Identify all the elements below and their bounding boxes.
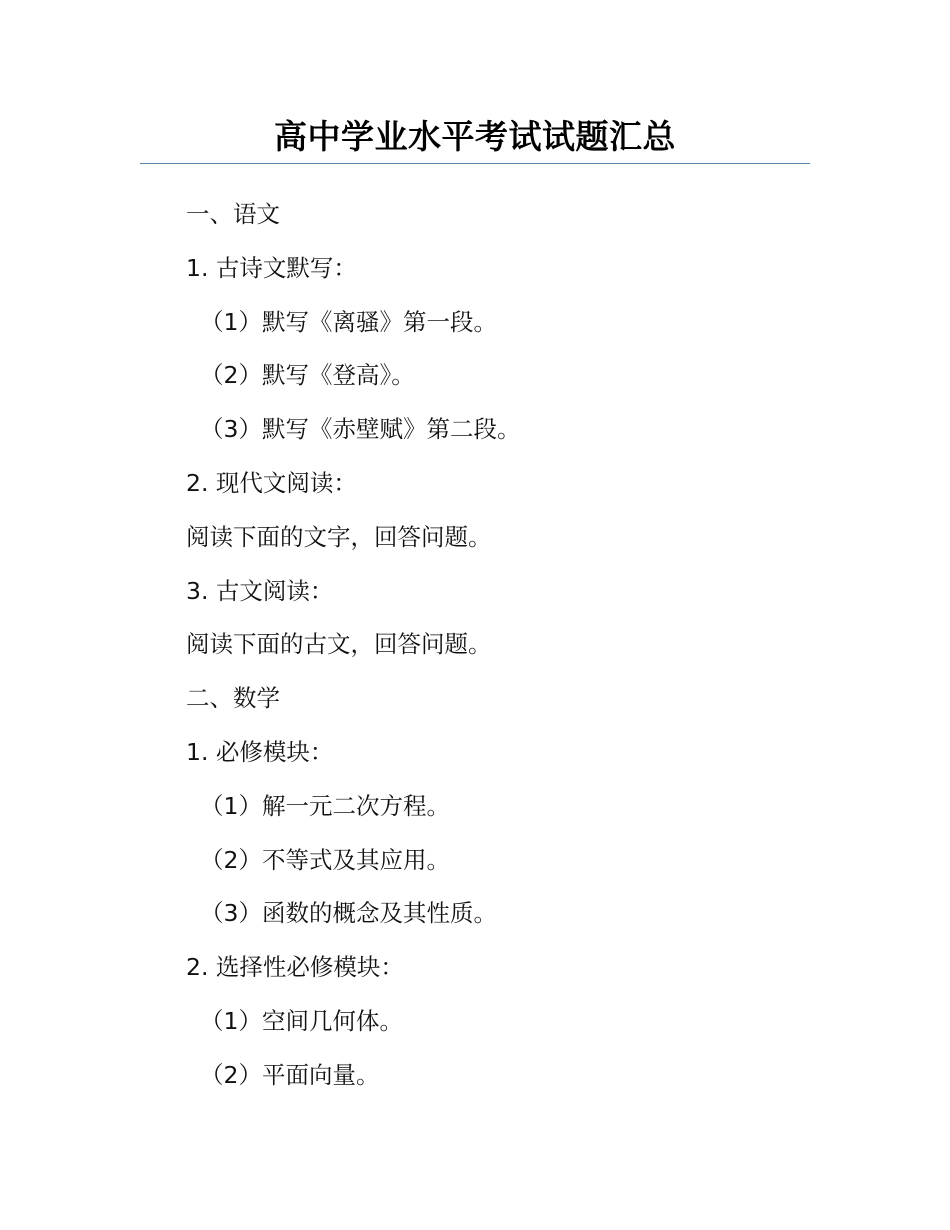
section-heading-chinese: 一、语文 — [186, 200, 280, 228]
subsection-required-module: 1. 必修模块： — [186, 737, 334, 766]
subsection-elective-module: 2. 选择性必修模块： — [186, 953, 404, 982]
subsection-poetry-recitation: 1. 古诗文默写： — [186, 253, 357, 282]
list-item: （1）解一元二次方程。 — [200, 791, 450, 820]
list-item: （1）空间几何体。 — [200, 1006, 403, 1035]
body-text: 阅读下面的古文，回答问题。 — [186, 630, 492, 659]
list-item: （2）不等式及其应用。 — [200, 845, 450, 874]
subsection-classical-reading: 3. 古文阅读： — [186, 576, 334, 605]
list-item: （2）默写《登高》。 — [200, 361, 415, 390]
subsection-modern-reading: 2. 现代文阅读： — [186, 468, 357, 497]
document-title: 高中学业水平考试试题汇总 — [274, 117, 676, 156]
section-heading-math: 二、数学 — [186, 684, 280, 713]
title-divider — [140, 163, 810, 164]
list-item: （1）默写《离骚》第一段。 — [200, 307, 497, 336]
list-item: （3）默写《赤壁赋》第二段。 — [200, 415, 521, 444]
list-item: （3）函数的概念及其性质。 — [200, 899, 497, 928]
document-body — [186, 188, 806, 1103]
list-item: （2）平面向量。 — [200, 1060, 380, 1089]
body-text: 阅读下面的文字，回答问题。 — [186, 522, 492, 551]
